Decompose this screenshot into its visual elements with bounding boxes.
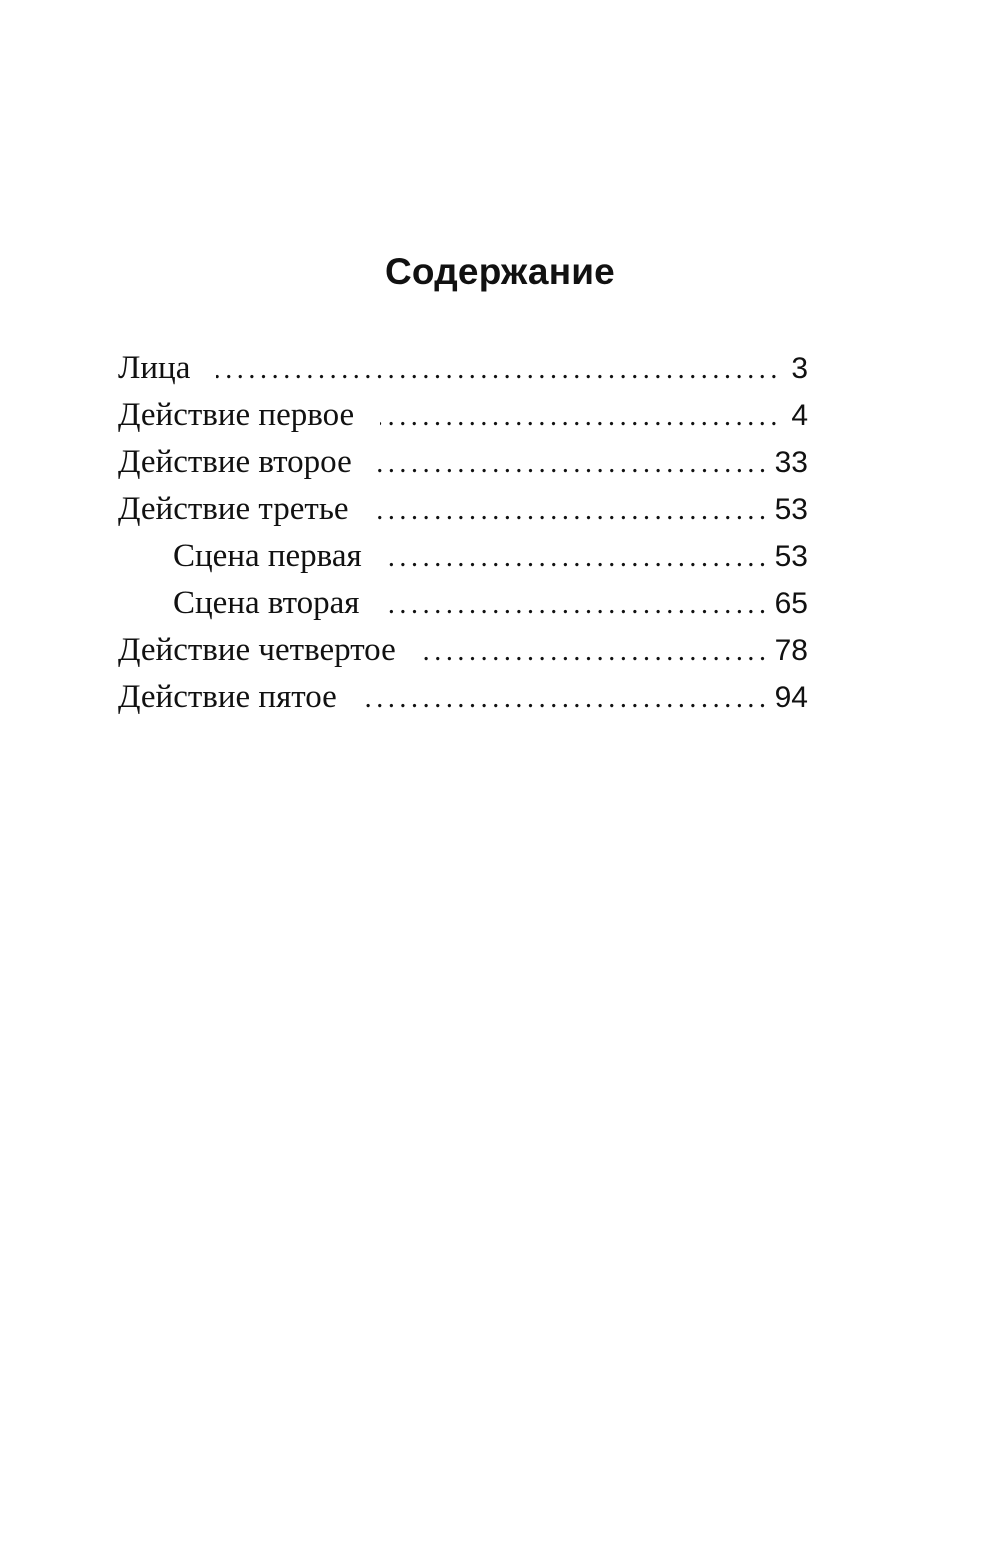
toc-entry-page-number: 4 xyxy=(791,399,808,432)
toc-entry-page-number: 53 xyxy=(774,493,808,526)
toc-entry-title: Действие второе xyxy=(118,444,352,480)
toc-entry-act-5[interactable] xyxy=(118,674,808,721)
toc-entry-title: Действие четвертое xyxy=(118,632,396,668)
toc-entry-act-1[interactable] xyxy=(118,392,808,439)
toc-entry-title: Действие третье xyxy=(118,491,349,527)
toc-entry-page-number: 65 xyxy=(774,587,808,620)
toc-entry-page-number: 53 xyxy=(774,540,808,573)
dot-leader xyxy=(363,675,771,722)
toc-entry-title: Сцена первая xyxy=(173,538,362,574)
toc-entry-act-3-scene-1[interactable] xyxy=(118,533,808,580)
dot-leader xyxy=(216,346,782,393)
dot-leader xyxy=(385,581,770,628)
dot-leader xyxy=(422,628,771,675)
toc-entry-page-number: 33 xyxy=(774,446,808,479)
toc-entry-title: Действие первое xyxy=(118,397,355,433)
toc-entry-act-2[interactable] xyxy=(118,439,808,486)
toc-entry-act-3[interactable] xyxy=(118,486,808,533)
toc-entry-act-4[interactable] xyxy=(118,627,808,674)
toc-entry-title: Действие пятое xyxy=(118,679,337,715)
toc-entry-title: Лица xyxy=(118,350,191,386)
dot-leader xyxy=(380,393,782,440)
toc-entry-persons[interactable] xyxy=(118,345,808,392)
toc-entry-title: Сцена вторая xyxy=(173,585,360,621)
dot-leader xyxy=(378,440,771,487)
toc-entry-page-number: 94 xyxy=(774,681,808,714)
toc-entry-act-3-scene-2[interactable] xyxy=(118,580,808,627)
toc-list xyxy=(118,345,808,721)
dot-leader xyxy=(388,534,771,581)
toc-entry-page-number: 3 xyxy=(791,352,808,385)
dot-leader xyxy=(375,487,771,534)
toc-title: Содержание xyxy=(385,251,615,292)
toc-entry-page-number: 78 xyxy=(774,634,808,667)
